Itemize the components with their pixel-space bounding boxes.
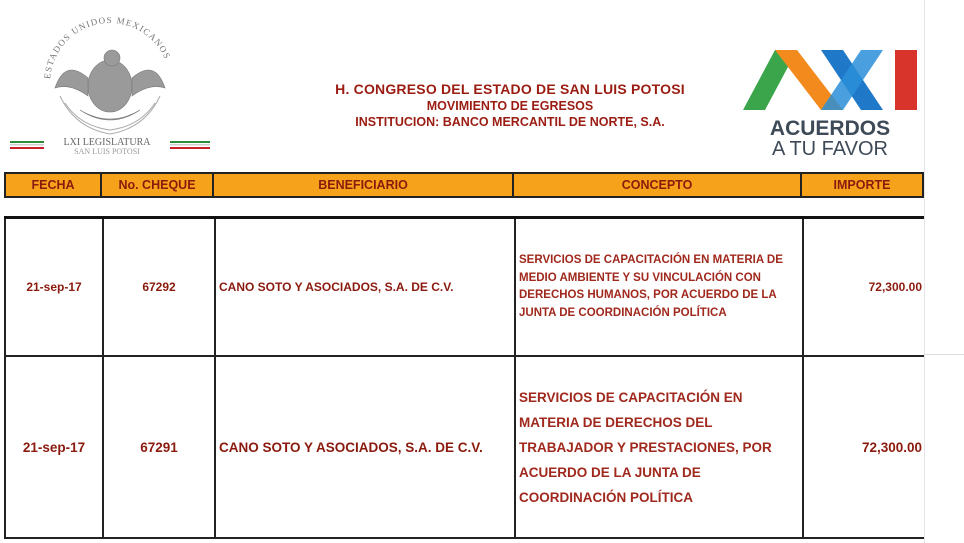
cell-beneficiario: CANO SOTO Y ASOCIADOS, S.A. DE C.V. xyxy=(215,218,515,357)
right-margin xyxy=(924,0,964,543)
document-title: H. CONGRESO DEL ESTADO DE SAN LUIS POTOSI xyxy=(335,81,685,97)
table-row xyxy=(5,218,925,357)
cell-beneficiario: CANO SOTO Y ASOCIADOS, S.A. DE C.V. xyxy=(215,356,515,538)
cell-importe: 72,300.00 xyxy=(803,356,925,538)
cell-cheque: 67291 xyxy=(103,356,215,538)
cell-concepto: SERVICIOS DE CAPACITACIÓN EN MATERIA DE DERECHOS DEL TRABAJADOR Y PRESTACIONES, POR ACUERDO DE LA JUNTA DE COORDINACIÓN POLÍTICA xyxy=(515,356,803,538)
institution-line: INSTITUCION: BANCO MERCANTIL DE NORTE, S.A. xyxy=(355,115,665,129)
cell-fecha: 21-sep-17 xyxy=(5,356,103,538)
table-row xyxy=(5,356,925,538)
col-header-importe: IMPORTE xyxy=(802,172,924,198)
acuerdos-logo xyxy=(735,40,925,158)
logo-word-acuerdos: ACUERDOS xyxy=(769,117,891,140)
lxi-logo-icon xyxy=(735,40,925,158)
mexican-eagle-seal-icon xyxy=(10,8,215,156)
table-header-row xyxy=(4,172,924,198)
col-header-cheque: No. CHEQUE xyxy=(102,172,214,198)
cell-importe: 72,300.00 xyxy=(803,218,925,357)
col-header-concepto: CONCEPTO xyxy=(514,172,802,198)
seal-legislature-line2: SAN LUIS POTOSI xyxy=(74,147,140,156)
cell-concepto: SERVICIOS DE CAPACITACIÓN EN MATERIA DE MEDIO AMBIENTE Y SU VINCULACIÓN CON DERECHOS HUMANOS, POR ACUERDO DE LA JUNTA DE COORDINACIÓN POLÍTICA xyxy=(515,218,803,357)
expenses-table xyxy=(4,216,926,539)
col-header-fecha: FECHA xyxy=(4,172,102,198)
document-subtitle: MOVIMIENTO DE EGRESOS xyxy=(426,99,594,113)
seal-legislature-line1: LXI LEGISLATURA xyxy=(63,137,151,148)
col-header-beneficiario: BENEFICIARIO xyxy=(214,172,514,198)
row-divider-extension xyxy=(924,354,964,355)
cell-cheque: 67292 xyxy=(103,218,215,357)
document-title-block xyxy=(230,80,790,130)
cell-fecha: 21-sep-17 xyxy=(5,218,103,357)
seal-ring-text: ESTADOS UNIDOS MEXICANOS xyxy=(42,14,173,80)
page-edge-divider xyxy=(924,0,925,543)
logo-word-atufavor: A TU FAVOR xyxy=(772,138,888,158)
legislature-seal xyxy=(10,8,215,156)
